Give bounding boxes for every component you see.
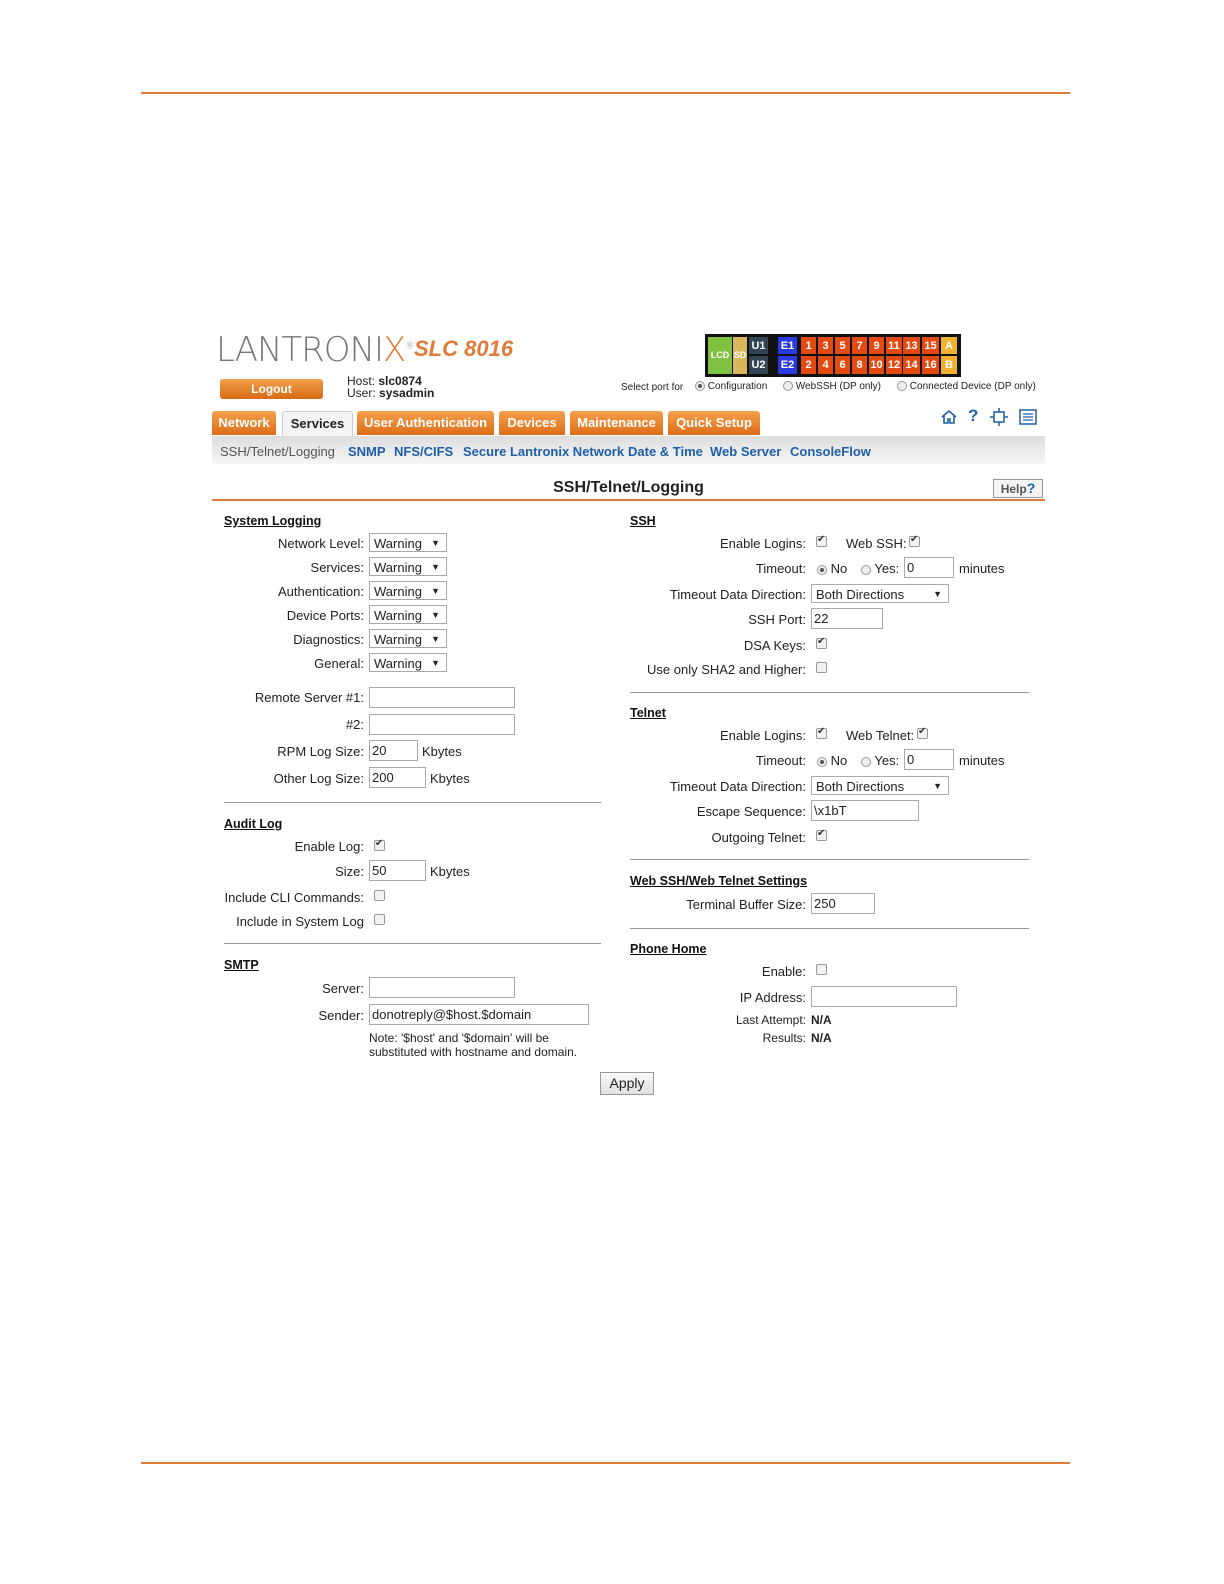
subnav-ssh-telnet-logging[interactable]: SSH/Telnet/Logging: [220, 444, 335, 459]
dsa-keys-label: DSA Keys:: [743, 638, 806, 653]
last-attempt-value: N/A: [811, 1013, 832, 1027]
web-ssh-label: Web SSH:: [846, 536, 907, 551]
device-port-10[interactable]: 10: [869, 356, 884, 374]
smtp-server-label: Server:: [322, 981, 364, 996]
device-port-16[interactable]: 16: [922, 356, 939, 374]
lantronix-logo: LANTRONIX®: [216, 330, 414, 370]
other-log-size-input[interactable]: 200: [369, 767, 426, 788]
syslog-level-value: Warning: [374, 560, 422, 575]
lcd-indicator: LCD: [708, 337, 732, 374]
results-value: N/A: [811, 1031, 832, 1045]
audit-log-title: Audit Log: [224, 817, 283, 831]
include-cli-checkbox[interactable]: [374, 890, 385, 901]
audit-enable-checkbox[interactable]: [374, 840, 385, 851]
system-logging-title: System Logging: [224, 514, 322, 528]
divider: [224, 802, 601, 803]
host-info: Host: slc0874: [347, 374, 422, 388]
radio-icon[interactable]: [897, 381, 907, 391]
rpm-log-size-unit: Kbytes: [422, 744, 462, 759]
syslog-level-select[interactable]: [369, 653, 447, 672]
ip-address-label: IP Address:: [739, 990, 806, 1005]
ip-address-input[interactable]: [811, 986, 957, 1007]
radio-icon[interactable]: [817, 565, 827, 575]
ssh-title: SSH: [630, 514, 656, 528]
smtp-note-line2: substituted with hostname and domain.: [369, 1045, 578, 1059]
syslog-level-select[interactable]: [369, 557, 447, 576]
top-rule: [141, 92, 1070, 94]
ssh-timeout-label: Timeout:: [755, 561, 806, 576]
escape-sequence-label: Escape Sequence:: [696, 804, 806, 819]
web-telnet-checkbox[interactable]: [917, 728, 928, 739]
telnet-timeout-yes[interactable]: Yes:: [861, 753, 899, 768]
syslog-level-value: Warning: [374, 656, 422, 671]
device-port-1[interactable]: 1: [801, 337, 816, 354]
audit-size-label: Size:: [335, 864, 364, 879]
divider: [630, 859, 1029, 860]
device-port-8[interactable]: 8: [852, 356, 867, 374]
sha2-label: Use only SHA2 and Higher:: [647, 662, 806, 677]
u1-port[interactable]: U1: [749, 337, 768, 354]
syslog-level-label: Diagnostics:: [293, 632, 364, 647]
device-port-3[interactable]: 3: [818, 337, 833, 354]
subnav-web-server[interactable]: Web Server: [710, 444, 782, 459]
telnet-timeout-input[interactable]: 0: [904, 749, 954, 770]
help-icon[interactable]: ?: [968, 406, 979, 425]
divider: [630, 692, 1029, 693]
include-syslog-checkbox[interactable]: [374, 914, 385, 925]
ssh-port-input[interactable]: 22: [811, 608, 883, 629]
subnav-nfs-cifs[interactable]: NFS/CIFS: [394, 444, 454, 459]
other-log-size-unit: Kbytes: [430, 771, 470, 786]
sitemap-icon[interactable]: [990, 408, 1008, 426]
title-divider: [212, 499, 1045, 501]
smtp-sender-input[interactable]: donotreply@$host.$domain: [369, 1004, 589, 1025]
terminal-buffer-input[interactable]: 250: [811, 893, 875, 914]
syslog-level-select[interactable]: [369, 629, 447, 648]
chevron-down-icon: ▼: [431, 538, 440, 548]
syslog-level-select[interactable]: [369, 533, 447, 552]
audit-size-unit: Kbytes: [430, 864, 470, 879]
device-port-12[interactable]: 12: [886, 356, 902, 374]
syslog-level-select[interactable]: [369, 605, 447, 624]
smtp-server-input[interactable]: [369, 977, 515, 998]
sha2-checkbox[interactable]: [816, 662, 827, 673]
ssh-direction-label: Timeout Data Direction:: [669, 587, 806, 602]
dsa-keys-checkbox[interactable]: [816, 638, 827, 649]
syslog-level-value: Warning: [374, 632, 422, 647]
chevron-down-icon: ▼: [431, 610, 440, 620]
divider: [224, 943, 601, 944]
telnet-title: Telnet: [630, 706, 666, 720]
syslog-level-label: General:: [314, 656, 364, 671]
outgoing-telnet-checkbox[interactable]: [816, 830, 827, 841]
remote-server-2-input[interactable]: [369, 714, 515, 735]
chevron-down-icon: ▼: [431, 634, 440, 644]
rpm-log-size-label: RPM Log Size:: [277, 744, 364, 759]
select-port-connected[interactable]: Connected Device (DP only): [897, 381, 1036, 392]
web-telnet-label: Web Telnet:: [846, 728, 915, 743]
remote-server-2-label: #2:: [345, 717, 364, 732]
audit-size-input[interactable]: 50: [369, 860, 426, 881]
remote-server-1-label: Remote Server #1:: [254, 690, 364, 705]
include-cli-label: Include CLI Commands:: [224, 890, 364, 905]
telnet-enable-label: Enable Logins:: [719, 728, 806, 743]
divider: [630, 928, 1029, 929]
rpm-log-size-input[interactable]: 20: [369, 740, 418, 761]
select-port-label: Select port for: [621, 382, 684, 393]
apply-button[interactable]: Apply: [600, 1072, 654, 1095]
select-port-configuration[interactable]: Configuration: [695, 381, 767, 392]
results-label: Results:: [762, 1031, 806, 1045]
device-port-13[interactable]: 13: [903, 337, 920, 354]
ssh-timeout-unit: minutes: [959, 561, 1005, 576]
home-icon[interactable]: [940, 409, 958, 425]
model-name: SLC 8016: [414, 336, 514, 361]
chevron-down-icon: ▼: [431, 658, 440, 668]
tab-devices[interactable]: Devices: [499, 411, 565, 435]
web-settings-title: Web SSH/Web Telnet Settings: [630, 874, 808, 888]
syslog-level-label: Network Level:: [278, 536, 364, 551]
user-info: User: sysadmin: [347, 386, 435, 400]
port-a[interactable]: A: [941, 337, 957, 354]
other-log-size-label: Other Log Size:: [273, 771, 364, 786]
ssh-enable-checkbox[interactable]: [816, 536, 827, 547]
phone-home-title: Phone Home: [630, 942, 707, 956]
device-port-14[interactable]: 14: [903, 356, 920, 374]
device-port-2[interactable]: 2: [801, 356, 816, 374]
ssh-timeout-input[interactable]: 0: [904, 557, 954, 578]
chevron-down-icon: ▼: [431, 562, 440, 572]
syslog-level-label: Services:: [310, 560, 364, 575]
port-b[interactable]: B: [941, 356, 957, 374]
tab-user-authentication[interactable]: User Authentication: [357, 411, 494, 435]
help-button[interactable]: Help?: [993, 479, 1043, 498]
smtp-title: SMTP: [224, 958, 259, 972]
syslog-level-label: Authentication:: [277, 584, 364, 599]
chevron-down-icon: ▼: [933, 589, 942, 599]
telnet-timeout-no[interactable]: No: [817, 753, 847, 768]
web-ssh-checkbox[interactable]: [909, 536, 920, 547]
subnav-date-time[interactable]: Date & Time: [628, 444, 703, 459]
select-port-webssh[interactable]: WebSSH (DP only): [783, 381, 881, 392]
device-port-15[interactable]: 15: [922, 337, 939, 354]
logout-button[interactable]: Logout: [220, 379, 323, 399]
u2-port[interactable]: U2: [749, 356, 768, 374]
notes-icon[interactable]: [1019, 409, 1037, 425]
sd-indicator: SD: [733, 337, 747, 374]
ssh-timeout-yes[interactable]: Yes:: [861, 561, 899, 576]
syslog-level-value: Warning: [374, 584, 422, 599]
audit-enable-label: Enable Log:: [294, 839, 364, 854]
chevron-down-icon: ▼: [933, 781, 942, 791]
syslog-level-value: Warning: [374, 608, 422, 623]
ssh-port-label: SSH Port:: [748, 612, 806, 627]
ssh-enable-label: Enable Logins:: [719, 536, 806, 551]
e1-port[interactable]: E1: [778, 337, 797, 354]
smtp-note: [369, 1031, 577, 1059]
subnav-secure-lantronix-network[interactable]: Secure Lantronix Network: [463, 444, 625, 459]
smtp-sender-label: Sender:: [318, 1008, 364, 1023]
last-attempt-label: Last Attempt:: [735, 1013, 806, 1027]
radio-icon[interactable]: [861, 565, 871, 575]
syslog-level-value: Warning: [374, 536, 422, 551]
phone-home-enable-checkbox[interactable]: [816, 964, 827, 975]
e2-port[interactable]: E2: [778, 356, 797, 374]
page-title: SSH/Telnet/Logging: [553, 479, 704, 496]
escape-sequence-input[interactable]: \x1bT: [811, 800, 919, 821]
radio-icon[interactable]: [695, 381, 705, 391]
telnet-timeout-unit: minutes: [959, 753, 1005, 768]
tab-quick-setup[interactable]: Quick Setup: [668, 411, 760, 435]
tab-maintenance[interactable]: Maintenance: [570, 411, 663, 435]
device-port-5[interactable]: 5: [835, 337, 850, 354]
telnet-direction-select[interactable]: Both Directions ▼: [811, 776, 949, 795]
radio-icon[interactable]: [817, 757, 827, 767]
phone-home-enable-label: Enable:: [761, 964, 806, 979]
syslog-level-label: Device Ports:: [286, 608, 364, 623]
terminal-buffer-label: Terminal Buffer Size:: [686, 897, 806, 912]
device-port-4[interactable]: 4: [818, 356, 833, 374]
remote-server-1-input[interactable]: [369, 687, 515, 708]
subnav-consoleflow[interactable]: ConsoleFlow: [790, 444, 871, 459]
chevron-down-icon: ▼: [431, 586, 440, 596]
radio-icon[interactable]: [861, 757, 871, 767]
telnet-direction-label: Timeout Data Direction:: [669, 779, 806, 794]
tab-services[interactable]: Services: [282, 411, 353, 436]
ssh-direction-select[interactable]: Both Directions ▼: [811, 584, 949, 603]
device-port-11[interactable]: 11: [886, 337, 902, 354]
ssh-timeout-no[interactable]: No: [817, 561, 847, 576]
telnet-enable-checkbox[interactable]: [816, 728, 827, 739]
outgoing-telnet-label: Outgoing Telnet:: [711, 830, 806, 845]
bottom-rule: [141, 1462, 1070, 1464]
include-syslog-label: Include in System Log: [236, 914, 364, 929]
telnet-timeout-label: Timeout:: [755, 753, 806, 768]
port-status-panel: [705, 334, 961, 377]
syslog-level-select[interactable]: [369, 581, 447, 600]
device-port-6[interactable]: 6: [835, 356, 850, 374]
tab-network[interactable]: Network: [212, 411, 276, 435]
radio-icon[interactable]: [783, 381, 793, 391]
smtp-note-line1: Note: '$host' and '$domain' will be: [369, 1031, 549, 1045]
subnav-snmp[interactable]: SNMP: [348, 444, 386, 459]
device-port-9[interactable]: 9: [869, 337, 884, 354]
device-port-7[interactable]: 7: [852, 337, 867, 354]
